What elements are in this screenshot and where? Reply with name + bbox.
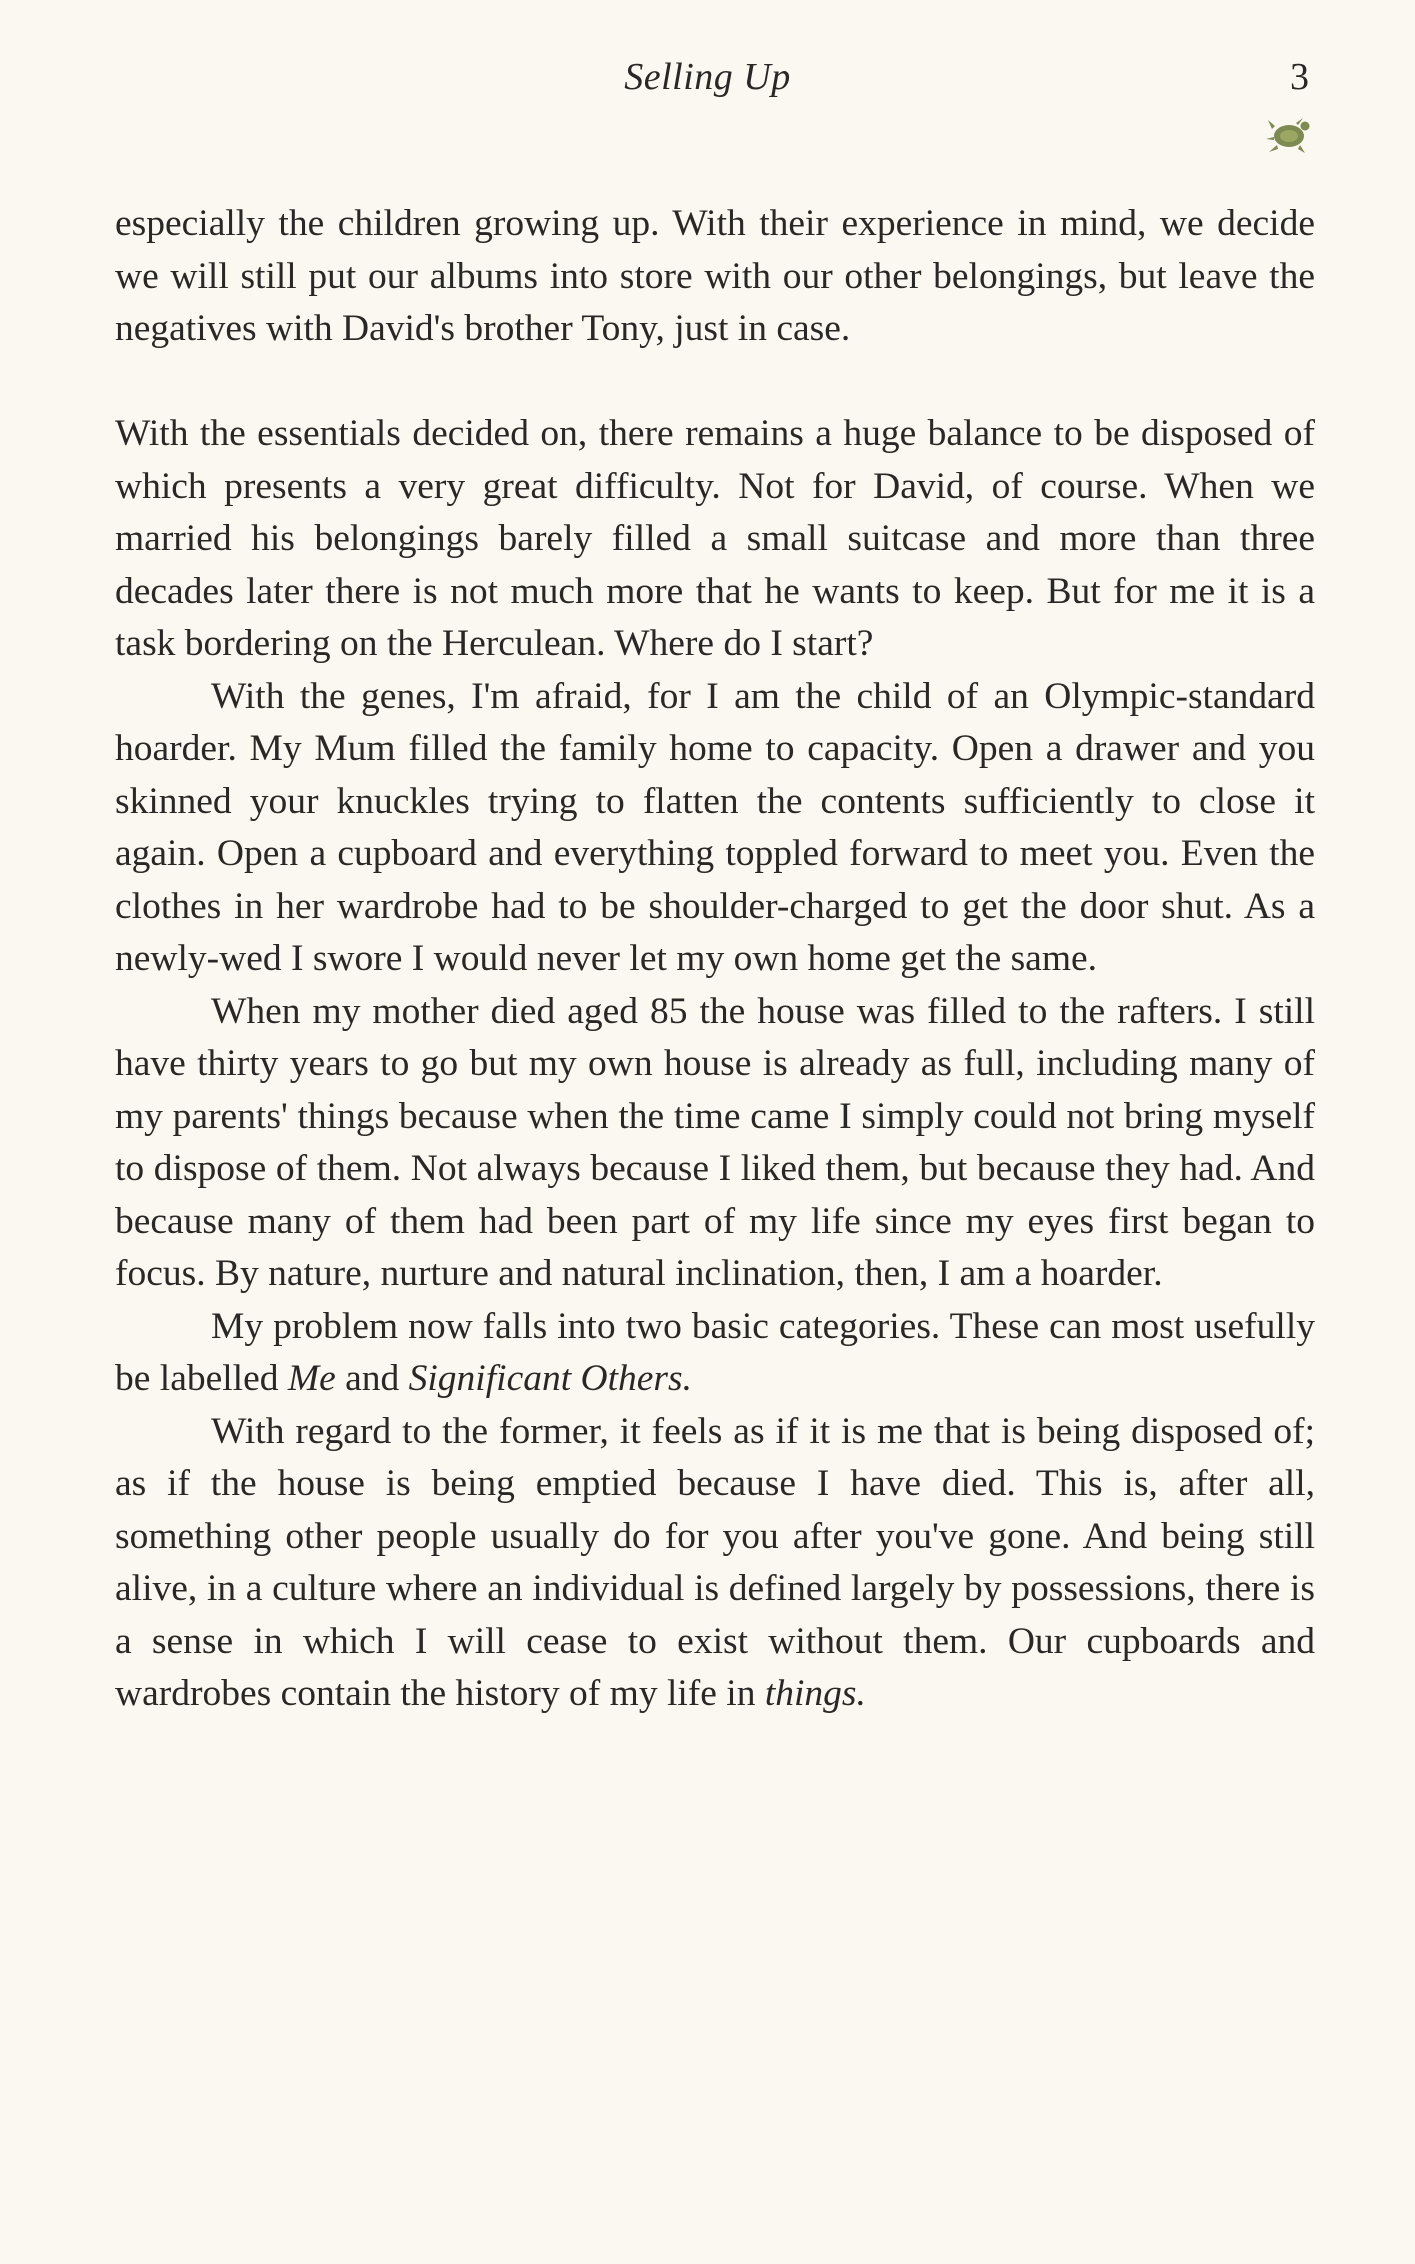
paragraph-5 (115, 1301, 1315, 1406)
paragraph-6 (115, 1406, 1315, 1721)
turtle-ornament-icon (1263, 112, 1311, 156)
paragraph-5-text-middle: and (335, 1358, 409, 1399)
running-title: Selling Up (624, 56, 791, 98)
running-head (0, 52, 1415, 112)
page-number: 3 (1290, 56, 1309, 98)
body-text (115, 198, 1315, 1721)
paragraph-6-text-before: With regard to the former, it feels as if it is me that is being disposed of; as if the house is being emptied because I have died. This is, after all, something other people usually do for you after you've gone. And being still alive, in a culture where an individual is defined largely by possessions, there is a sense in which I will cease to exist without them. Our cupboards and wardrobes contain the history of my life in (115, 1410, 1315, 1714)
paragraph-1: especially the children growing up. With their experience in mind, we decide we will still put our albums into store with our other belongings, but leave the negatives with David's brother Tony, just in case. (115, 203, 1315, 349)
paragraph-6-italic-things: things. (764, 1673, 866, 1714)
paragraph-5-italic-significant-others: Significant Others. (408, 1358, 692, 1399)
paragraph-4: When my mother died aged 85 the house was filled to the rafters. I still have thirty years to go but my own house is already as full, including many of my parents' things because when the time came I simply could not bring myself to dispose of them. Not always because I liked them, but because they had. And because many of them had been part of my life since my eyes first began to focus. By nature, nurture and natural inclination, then, I am a hoarder. (115, 990, 1315, 1294)
paragraph-5-text-before: My problem now falls into two basic categories. These can most usefully be labelled (115, 1305, 1315, 1399)
paragraph-3: With the genes, I'm afraid, for I am the child of an Olympic-standard hoarder. My Mum filled the family home to capacity. Open a drawer and you skinned your knuckles trying to flatten the contents sufficiently to close it again. Open a cupboard and everything toppled forward to meet you. Even the clothes in her wardrobe had to be shoulder-charged to get the door shut. As a newly-wed I swore I would never let my own home get the same. (115, 675, 1315, 979)
paragraph-2: With the essentials decided on, there remains a huge balance to be disposed of which presents a very great difficulty. Not for David, of course. When we married his belongings barely filled a small suitcase and more than three decades later there is not much more that he wants to keep. But for me it is a task bordering on the Herculean. Where do I start? (115, 413, 1315, 664)
paragraph-5-italic-me: Me (287, 1358, 336, 1399)
